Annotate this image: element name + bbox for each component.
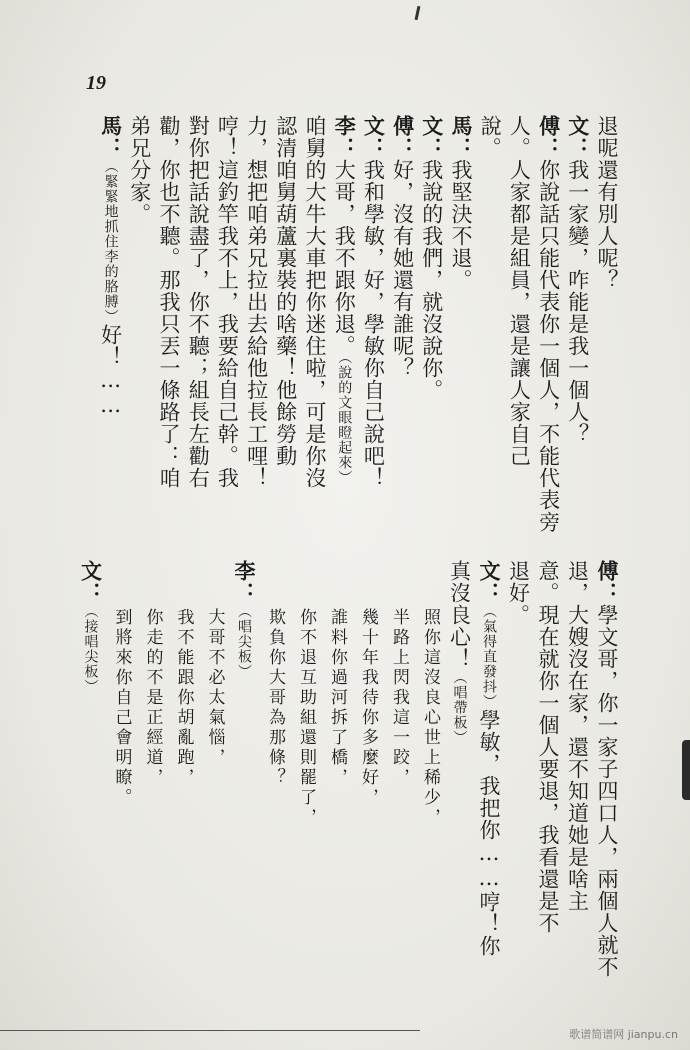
line-text: 退，大嫂沒在家，還不知道她是啥主 (565, 560, 590, 912)
speaker-label: 傅： (595, 560, 620, 604)
dialogue-line (534, 115, 564, 533)
dialogue-line (322, 608, 352, 788)
speaker-label: 李： (232, 560, 257, 604)
line-text: 退好。 (506, 560, 531, 626)
bottom-rule (0, 1030, 420, 1031)
line-text: 我一家變，咋能是我一個人？ (565, 159, 590, 445)
speaker-label: 馬： (98, 115, 124, 159)
dialogue-line (212, 115, 242, 489)
stage-direction: （唱帶板） (451, 670, 468, 745)
dialogue-line (563, 115, 593, 445)
line-text: 哼！這釣竿我不上，我要給自己幹。我 (215, 115, 240, 489)
dialogue-line (169, 608, 199, 788)
line-text: 好，沒有她還有誰呢？ (390, 159, 415, 379)
dialogue-line (504, 560, 534, 626)
dialogue-line (445, 560, 475, 745)
line-text: 誰料你過河拆了橋， (327, 608, 347, 788)
line-text: 你說話只能代表你一個人，不能代表旁 (536, 159, 561, 533)
stage-direction: （接唱尖板） (82, 604, 99, 694)
speaker-label: 文： (361, 115, 387, 159)
speaker-label: 文： (477, 560, 502, 604)
dialogue-line (125, 115, 155, 225)
line-text: 弟兄分家。 (127, 115, 152, 225)
line-text: 人。人家都是組員，還是讓人家自己 (507, 115, 532, 467)
line-text: 真沒良心！ (447, 560, 472, 670)
ink-mark (415, 6, 421, 20)
speaker-label: 文： (565, 115, 591, 159)
line-text: 你走的不是正經道， (142, 608, 163, 788)
line-text: 到將來你自己會明瞭。 (111, 608, 132, 808)
dialogue-line (200, 608, 230, 768)
dialogue-line (183, 115, 213, 489)
dialogue-line (417, 115, 447, 401)
dialogue-line (446, 115, 476, 291)
line-text-tail: 學敏，我把你……哼！你 (477, 709, 501, 957)
stage-direction: （緊緊地抓住李的胳膊） (102, 159, 119, 324)
dialogue-line (229, 560, 259, 679)
line-text-tail: 好！…… (98, 324, 123, 418)
speaker-label: 傅： (390, 115, 416, 159)
dialogue-line (242, 115, 272, 489)
line-text: 大哥，我不跟你退。 (332, 159, 357, 357)
line-text: 幾十年我待你多麼好， (358, 608, 378, 808)
line-text: 我不能跟你胡亂跑， (173, 608, 194, 788)
watermark: 歌谱简谱网 jianpu.cn (569, 1028, 678, 1041)
dialogue-line (592, 560, 622, 978)
line-text: 大哥不必太氣惱， (204, 608, 225, 768)
dialogue-line (291, 608, 321, 828)
line-text: 意。現在就你一個人要退，我看還是不 (536, 560, 560, 934)
line-text: 半路上閃我這一跤， (389, 608, 409, 788)
line-text: 你不退互助組還則罷了， (296, 608, 316, 828)
line-text: 退呢還有別人呢？ (595, 115, 619, 291)
stage-direction: （唱尖板） (236, 604, 252, 679)
dialogue-line (563, 560, 593, 912)
dialogue-line (415, 608, 445, 828)
speaker-label: 傅： (536, 115, 562, 159)
dialogue-line (138, 608, 168, 788)
dialogue-line (353, 608, 383, 808)
page-number: 19 (86, 72, 106, 94)
dialogue-line (76, 560, 106, 694)
line-text: 咱舅的大牛大車把你迷住啦，可是你沒 (303, 115, 327, 489)
dialogue-line (533, 560, 563, 934)
dialogue-line (474, 560, 504, 957)
line-text: 欺負你大哥為那條？ (265, 608, 285, 788)
speaker-label: 文： (78, 560, 104, 604)
line-text: 對你把話說盡了，你不聽；組長左勸右 (186, 115, 211, 489)
line-text: 力，想把咱弟兄拉出去給他拉長工哩！ (244, 115, 269, 489)
speaker-label: 馬： (449, 115, 474, 159)
line-text: 我和學敏，好，學敏你自己說吧！ (361, 159, 386, 489)
line-text: 說。 (478, 115, 503, 159)
line-text: 照你這沒良心世上稀少， (420, 608, 440, 828)
line-text: 勸，你也不聽。那我只丟一條路了：咱 (157, 115, 181, 489)
dialogue-line (96, 115, 126, 418)
dialogue-line (358, 115, 388, 489)
dialogue-line (504, 115, 534, 467)
stage-direction: （氣得直發抖） (481, 604, 497, 709)
dialogue-line (388, 115, 418, 379)
line-text: 我堅決不退。 (449, 159, 473, 291)
line-text: 認清咱舅葫蘆裏裝的啥藥！他餘勞動 (273, 115, 298, 467)
dialogue-line (475, 115, 505, 159)
dialogue-line (300, 115, 330, 489)
speaker-label: 李： (332, 115, 358, 159)
line-text: 學文哥，你一家子四口人，兩個人就不 (595, 604, 619, 978)
stage-direction: （說的文眼瞪起來） (336, 357, 353, 485)
dialogue-line (260, 608, 290, 788)
binding-mark (682, 740, 690, 800)
dialogue-line (107, 608, 137, 808)
dialogue-line (384, 608, 414, 788)
dialogue-line (329, 115, 359, 485)
line-text: 我說的我們，就沒說你。 (419, 159, 444, 401)
dialogue-line (592, 115, 622, 291)
speaker-label: 文： (419, 115, 445, 159)
dialogue-line (154, 115, 184, 489)
dialogue-line (271, 115, 301, 467)
